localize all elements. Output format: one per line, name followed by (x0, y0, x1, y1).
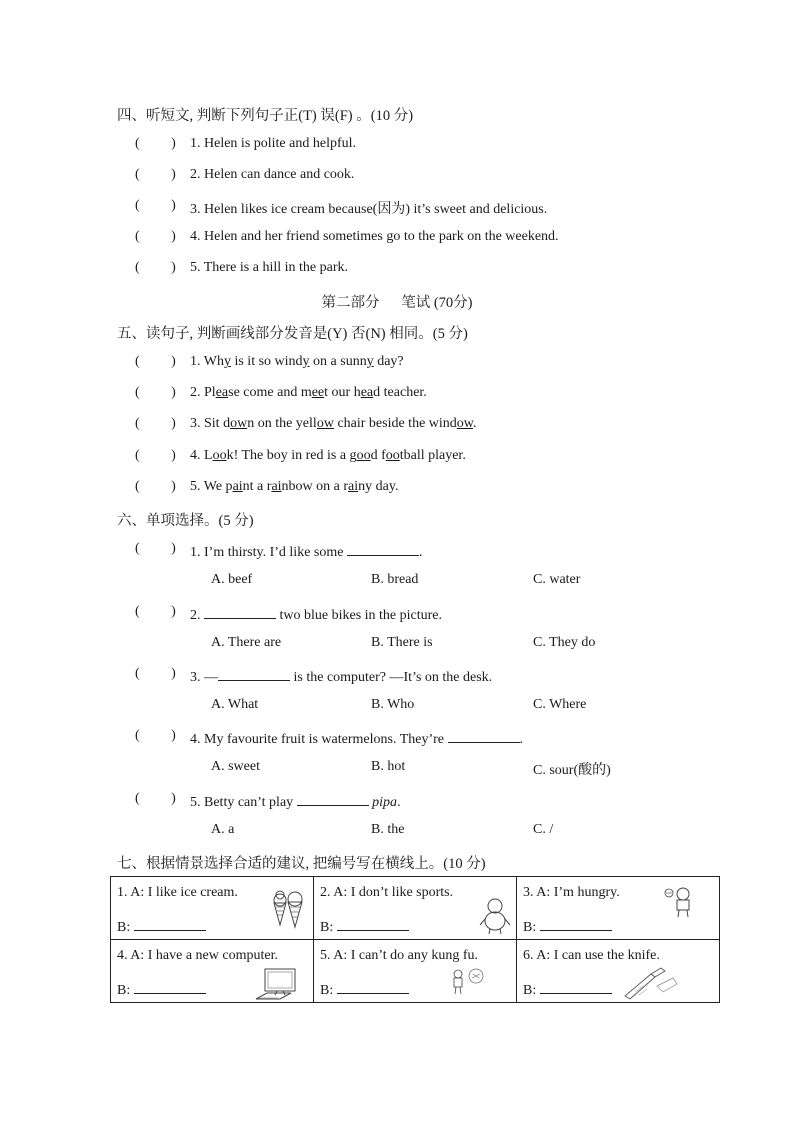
tf-question: 4. Helen and her friend sometimes go to the park on the weekend. (190, 229, 559, 244)
choice-question (190, 541, 422, 561)
scenario-cell-2 (314, 877, 517, 940)
option-b[interactable]: B. Who (371, 697, 415, 712)
answer-blank[interactable] (337, 979, 409, 994)
question-text: 5. Betty can’t play (190, 795, 297, 810)
scenario-cell-5 (314, 940, 517, 1003)
answer-line: B: (523, 979, 612, 999)
knife-icon (621, 966, 681, 1002)
answer-parentheses[interactable]: ( ) (135, 229, 176, 244)
option-a[interactable]: A. beef (211, 572, 253, 587)
underlined-letters: ai (348, 479, 359, 494)
sentence-fragment: t our h (324, 385, 361, 400)
computer-icon (255, 968, 303, 1002)
sentence-fragment: 3. Sit d (190, 416, 231, 431)
option-c[interactable]: C. water (533, 572, 581, 587)
question-text: 3. — (190, 670, 218, 685)
option-c[interactable]: C. / (533, 822, 554, 837)
answer-parentheses[interactable]: ( ) (135, 136, 176, 151)
scenario-prompt: 2. A: I don’t like sports. (320, 885, 454, 900)
question-text: . (418, 545, 423, 560)
answer-line: B: (320, 916, 409, 936)
choice-question (190, 791, 401, 811)
boy-icon (478, 897, 512, 935)
answer-parentheses[interactable]: ( ) (135, 260, 176, 275)
answer-blank[interactable] (448, 728, 520, 743)
answer-blank[interactable] (337, 916, 409, 931)
tf-question: 5. There is a hill in the park. (190, 260, 348, 275)
answer-parentheses[interactable]: ( ) (135, 385, 176, 400)
underlined-letters: ea (360, 385, 374, 400)
phonics-question (190, 479, 398, 495)
answer-parentheses[interactable]: ( ) (135, 604, 176, 619)
section5-title: 五、读句子, 判断画线部分发音是(Y) 否(N) 相同。(5 分) (117, 326, 468, 342)
answer-parentheses[interactable]: ( ) (135, 728, 176, 743)
sentence-fragment: 4. L (190, 448, 213, 463)
answer-blank[interactable] (347, 541, 419, 556)
choice-question (190, 666, 492, 686)
answer-line: B: (320, 979, 409, 999)
italic-word: pipa (372, 795, 398, 810)
sentence-fragment: n on the yell (247, 416, 317, 431)
answer-line: B: (117, 916, 206, 936)
answer-parentheses[interactable]: ( ) (135, 791, 176, 806)
phonics-question (190, 354, 404, 370)
scenario-prompt: 3. A: I’m hungry. (523, 885, 620, 900)
scenario-prompt: 1. A: I like ice cream. (117, 885, 238, 900)
answer-blank[interactable] (134, 979, 206, 994)
choice-question (190, 604, 442, 624)
sentence-fragment: chair beside the wind (333, 416, 457, 431)
option-a[interactable]: A. sweet (211, 759, 260, 774)
answer-blank[interactable] (204, 604, 276, 619)
scenario-grid (110, 876, 720, 1003)
option-a[interactable]: A. a (211, 822, 235, 837)
tf-question: 1. Helen is polite and helpful. (190, 136, 357, 151)
underlined-letters: y (366, 354, 374, 369)
underlined-letters: ow (230, 416, 248, 431)
sentence-fragment: 1. Wh (190, 354, 224, 369)
sentence-fragment: 2. Pl (190, 385, 216, 400)
scenario-cell-4 (111, 940, 314, 1003)
choice-question (190, 728, 523, 748)
question-text: 2. (190, 608, 204, 623)
option-b[interactable]: B. bread (371, 572, 419, 587)
option-b[interactable]: B. hot (371, 759, 406, 774)
underlined-letters: oo (356, 448, 371, 463)
phonics-question (190, 416, 477, 432)
phonics-question (190, 448, 466, 464)
underlined-letters: ai (271, 479, 282, 494)
option-b[interactable]: B. the (371, 822, 405, 837)
hungry-child-icon (663, 885, 697, 919)
underlined-letters: ai (232, 479, 243, 494)
section6-title: 六、单项选择。(5 分) (117, 513, 254, 529)
sentence-fragment: k! The boy in red is a g (226, 448, 357, 463)
answer-parentheses[interactable]: ( ) (135, 666, 176, 681)
answer-parentheses[interactable]: ( ) (135, 416, 176, 431)
scenario-prompt: 6. A: I can use the knife. (523, 948, 660, 963)
option-c[interactable]: C. Where (533, 697, 587, 712)
option-c[interactable]: C. sour(酸的) (533, 763, 611, 778)
underlined-letters: y (223, 354, 231, 369)
option-b[interactable]: B. There is (371, 635, 433, 650)
question-text: . (397, 795, 401, 810)
answer-line: B: (117, 979, 206, 999)
section7-title: 七、根据情景选择合适的建议, 把编号写在横线上。(10 分) (117, 856, 486, 872)
answer-parentheses[interactable]: ( ) (135, 541, 176, 556)
answer-parentheses[interactable]: ( ) (135, 167, 176, 182)
underlined-letters: ow (456, 416, 473, 431)
answer-blank[interactable] (297, 791, 369, 806)
underlined-letters: oo (212, 448, 227, 463)
question-text: 4. My favourite fruit is watermelons. They’re (190, 732, 448, 747)
option-a[interactable]: A. There are (211, 635, 282, 650)
scenario-cell-1 (111, 877, 314, 940)
tf-question: 2. Helen can dance and cook. (190, 167, 355, 182)
underlined-letters: ee (311, 385, 325, 400)
sentence-fragment: is it so wind (230, 354, 303, 369)
sentence-fragment: se come and m (228, 385, 312, 400)
tf-question: 3. Helen likes ice cream because(因为) it’s sweet and delicious. (190, 202, 548, 217)
answer-line: B: (523, 916, 612, 936)
answer-blank[interactable] (540, 916, 612, 931)
underlined-letters: y (302, 354, 310, 369)
underlined-letters: oo (385, 448, 400, 463)
answer-parentheses[interactable]: ( ) (135, 479, 176, 494)
scenario-cell-3 (517, 877, 720, 940)
sentence-fragment: d f (370, 448, 386, 463)
sentence-fragment: on a sunn (309, 354, 367, 369)
sentence-fragment: ny day. (358, 479, 399, 494)
option-a[interactable]: A. What (211, 697, 259, 712)
scenario-prompt: 5. A: I can’t do any kung fu. (320, 948, 478, 963)
question-text: is the computer? —It’s on the desk. (290, 670, 493, 685)
sentence-fragment: day? (373, 354, 404, 369)
underlined-letters: ea (215, 385, 229, 400)
question-text: . (519, 732, 524, 747)
answer-parentheses[interactable]: ( ) (135, 354, 176, 369)
question-text: 1. I’m thirsty. I’d like some (190, 545, 347, 560)
sentence-fragment: . (473, 416, 477, 431)
answer-blank[interactable] (134, 916, 206, 931)
sentence-fragment: tball player. (399, 448, 466, 463)
answer-parentheses[interactable]: ( ) (135, 198, 176, 213)
ice-cream-icon (267, 889, 309, 929)
phonics-question (190, 385, 427, 401)
option-c[interactable]: C. They do (533, 635, 596, 650)
underlined-letters: ow (316, 416, 334, 431)
section4-title: 四、听短文, 判断下列句子正(T) 误(F) 。(10 分) (117, 108, 414, 124)
scenario-cell-6 (517, 940, 720, 1003)
sentence-fragment: nt a r (242, 479, 272, 494)
question-text: two blue bikes in the picture. (276, 608, 443, 623)
scenario-prompt: 4. A: I have a new computer. (117, 948, 278, 963)
part2-title: 第二部分 笔试 (70分) (321, 295, 473, 311)
answer-blank[interactable] (218, 666, 290, 681)
kung-fu-kids-icon (446, 968, 488, 1000)
sentence-fragment: 5. We p (190, 479, 233, 494)
answer-blank[interactable] (540, 979, 612, 994)
sentence-fragment: nbow on a r (281, 479, 349, 494)
answer-parentheses[interactable]: ( ) (135, 448, 176, 463)
sentence-fragment: d teacher. (373, 385, 427, 400)
